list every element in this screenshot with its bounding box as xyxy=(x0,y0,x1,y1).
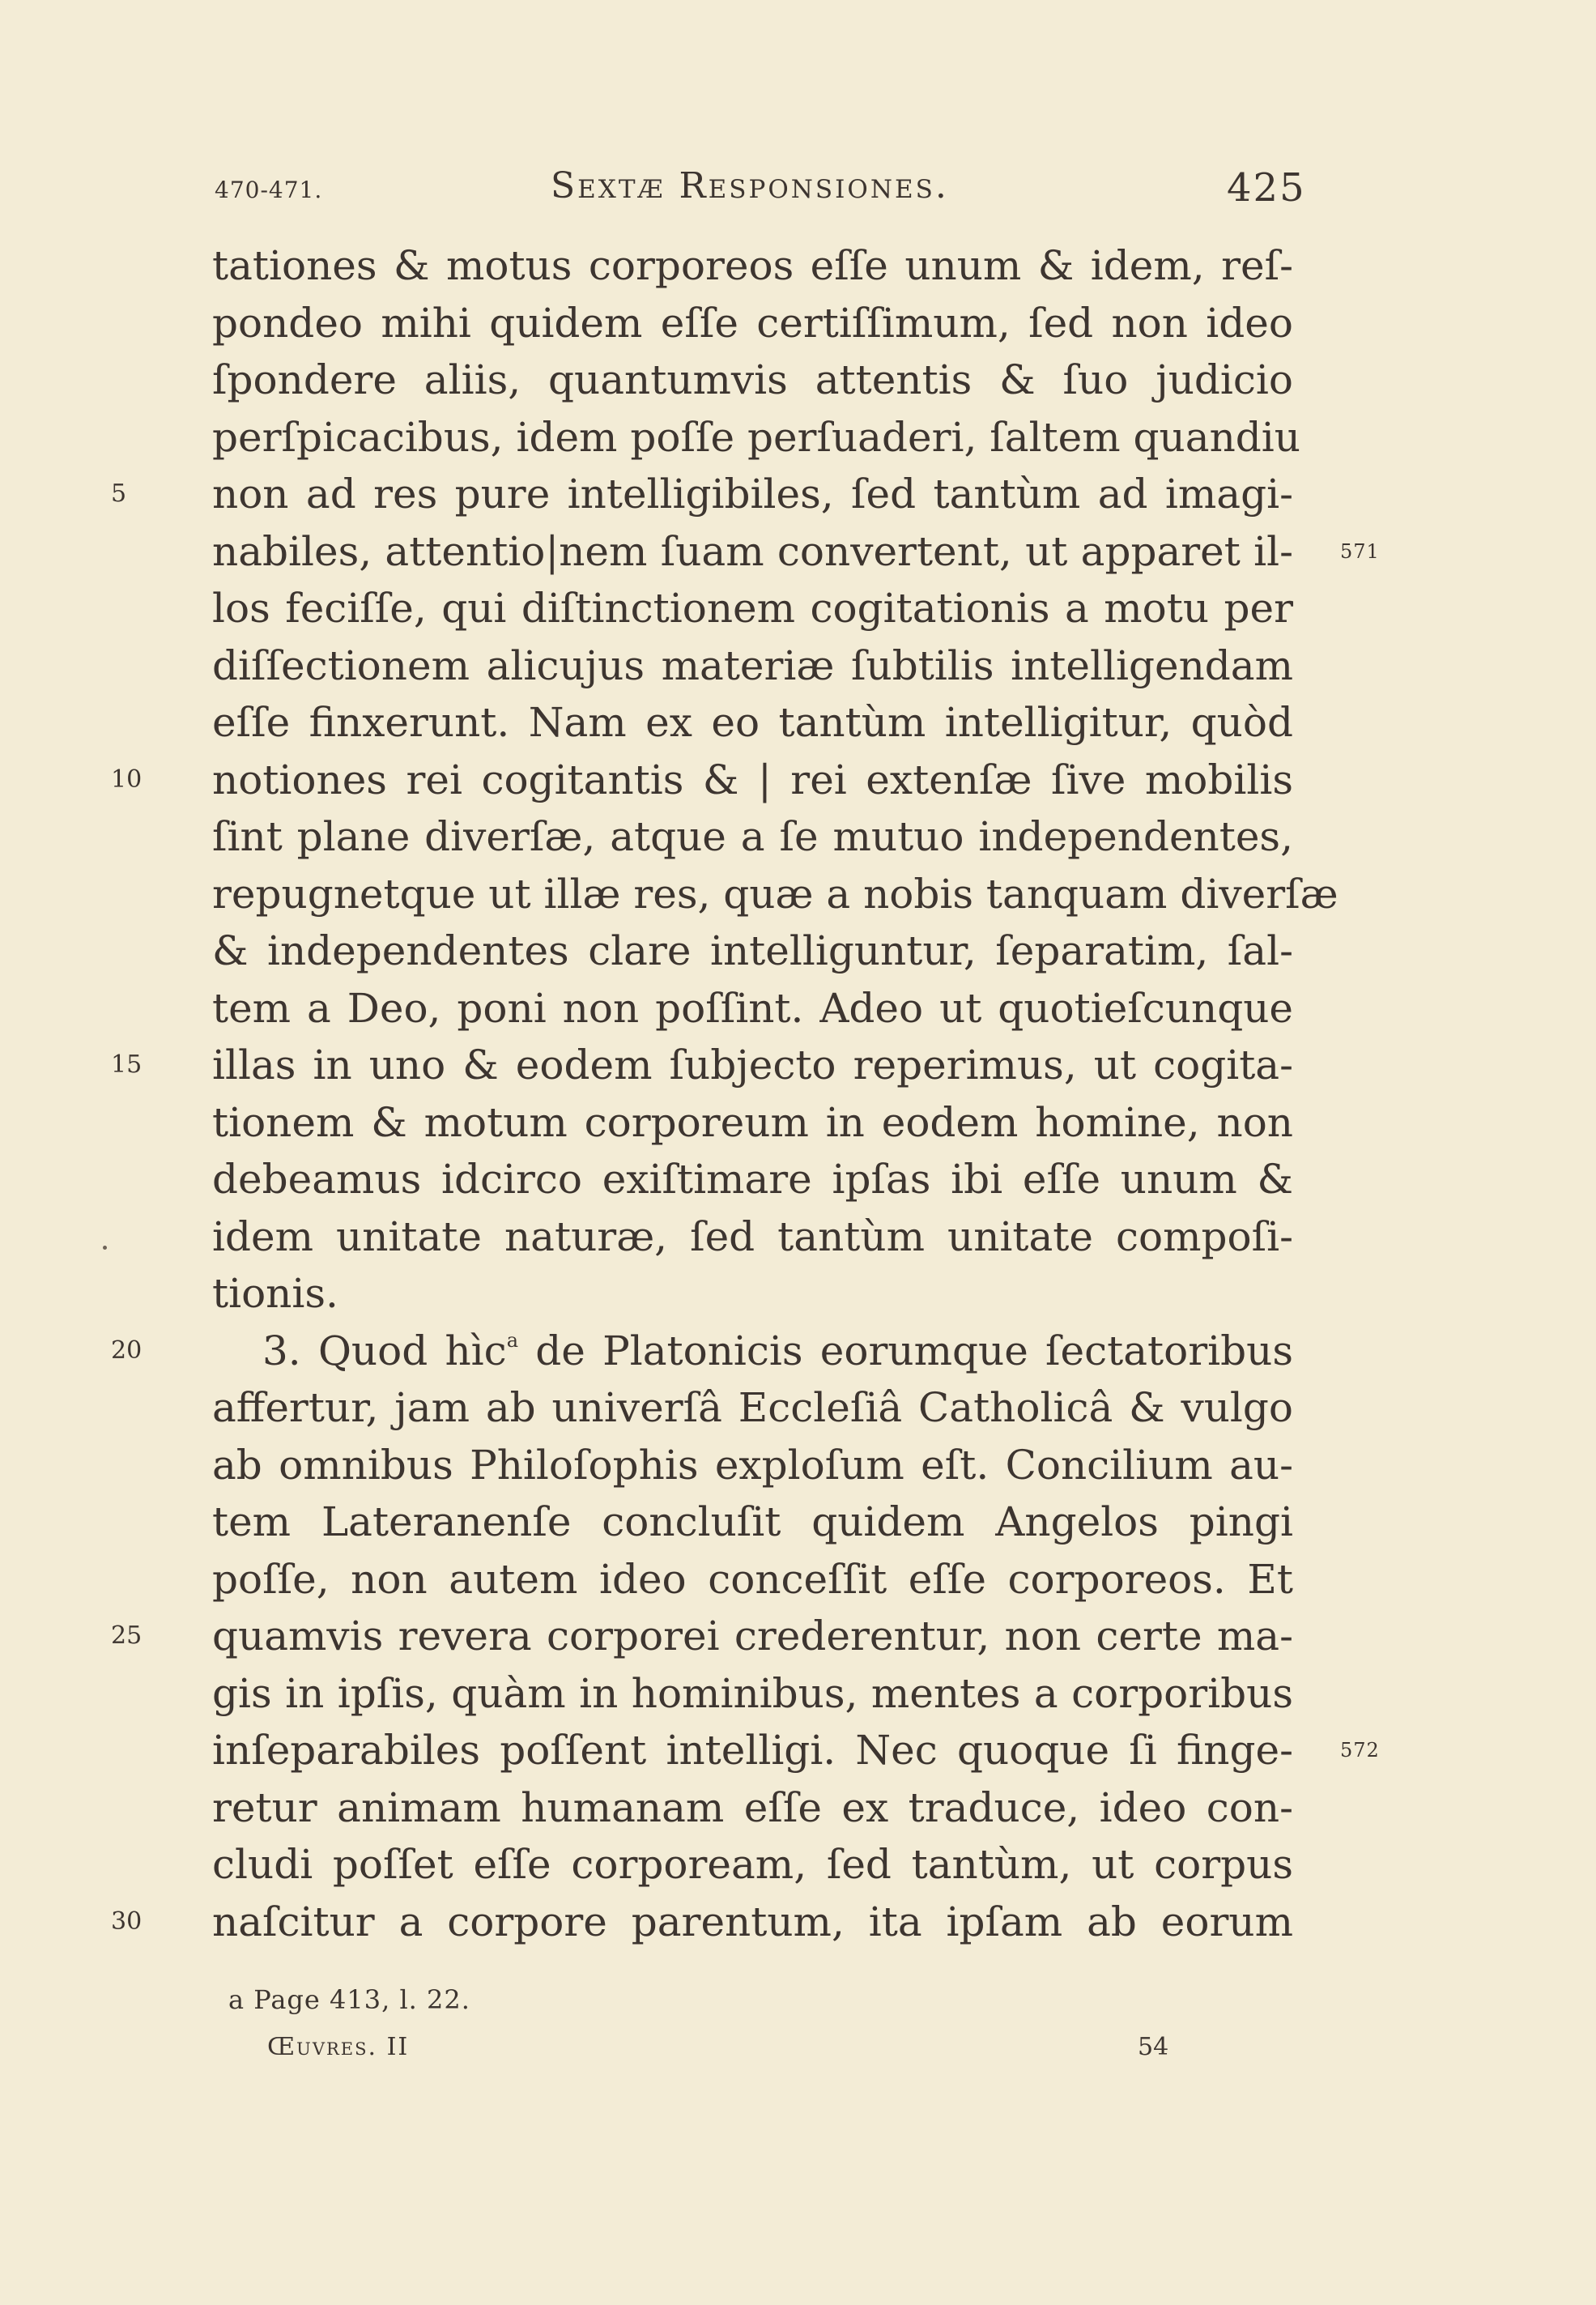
margin-dot xyxy=(103,1246,107,1250)
line-text: 3. Quod hìc xyxy=(262,1327,507,1374)
body-text xyxy=(111,237,1380,1950)
line-text: & independentes clare intelliguntur, ſeparatim, ſal- xyxy=(212,927,1293,974)
line-text: notiones rei cogitantis & | rei extenſæ ſive mobilis xyxy=(212,756,1293,803)
line-number: 10 xyxy=(111,765,143,794)
line-text: quamvis revera corporei crederentur, non certe ma- xyxy=(212,1613,1293,1660)
line-text: tationes & motus corporeos eſſe unum & idem, reſ- xyxy=(212,242,1293,289)
line-number: 25 xyxy=(111,1621,143,1650)
line-text: repugnetque ut illæ res, quæ a nobis tanquam diverſæ xyxy=(212,870,1339,918)
line-text: affertur, jam ab univerſâ Eccleſiâ Catholicâ & vulgo xyxy=(212,1384,1293,1431)
text-line xyxy=(111,1894,1293,1951)
line-text: cludi poſſet eſſe corpoream, ſed tantùm, ut corpus xyxy=(212,1841,1293,1888)
line-text: los feciſſe, qui diſtinctionem cogitationis a motu per xyxy=(212,585,1293,632)
line-text: nabiles, attentio|nem ſuam convertent, ut apparet il- xyxy=(212,527,1293,575)
line-text: ſpondere aliis, quantumvis attentis & ſuo judicio xyxy=(212,356,1293,403)
running-head xyxy=(0,162,1596,219)
text-line xyxy=(212,1437,1293,1494)
line-text: ſint plane diverſæ, atque a ſe mutuo independentes, xyxy=(212,813,1293,860)
line-text: ab omnibus Philoſophis exploſum eſt. Concilium au- xyxy=(212,1441,1293,1489)
line-text: tionem & motum corporeum in eodem homine, non xyxy=(212,1098,1293,1146)
text-line xyxy=(212,1836,1293,1894)
text-line xyxy=(212,1208,1293,1266)
line-text: eſſe finxerunt. Nam ex eo tantùm intelligitur, quòd xyxy=(212,699,1293,746)
line-text: retur animam humanam eſſe ex traduce, ideo con- xyxy=(212,1783,1293,1831)
text-line xyxy=(212,1493,1293,1551)
line-text: naſcitur a corpore parentum, ita ipſam ab eorum xyxy=(212,1898,1293,1945)
text-line xyxy=(212,980,1293,1037)
line-text: debeamus idcirco exiſtimare ipſas ibi eſſe unum & xyxy=(212,1156,1293,1203)
line-number: 5 xyxy=(111,479,127,508)
line-text: tem a Deo, poni non poſſint. Adeo ut quotieſcunque xyxy=(212,984,1293,1032)
text-line xyxy=(111,466,1293,523)
line-text: diſſectionem alicujus materiæ ſubtilis intelligendam xyxy=(212,641,1293,689)
signature-number: 54 xyxy=(1138,2033,1169,2061)
margin-reference: 572 xyxy=(1340,1739,1380,1762)
line-text: pondeo mihi quidem eſſe certiſſimum, ſed non ideo xyxy=(212,299,1293,347)
footnote-marker: a xyxy=(506,1328,518,1352)
line-text: perſpicacibus, idem poſſe perſuaderi, ſaltem quandiu xyxy=(212,413,1300,461)
text-line xyxy=(212,1551,1293,1608)
line-number: 20 xyxy=(111,1336,143,1365)
margin-reference: 571 xyxy=(1340,539,1380,563)
text-line xyxy=(212,1665,1293,1723)
text-line xyxy=(212,637,1293,695)
line-number: 15 xyxy=(111,1050,143,1079)
line-text: inſeparabiles poſſent intelligi. Nec quoque ſi finge- xyxy=(212,1727,1293,1774)
text-line xyxy=(212,580,1293,637)
text-line xyxy=(212,352,1293,409)
text-line xyxy=(111,1323,1293,1380)
text-line xyxy=(212,1379,1293,1437)
text-line xyxy=(212,237,1293,295)
line-number: 30 xyxy=(111,1907,143,1936)
line-text: gis in ipſis, quàm in hominibus, mentes a corporibus xyxy=(212,1669,1293,1717)
text-line xyxy=(212,694,1293,752)
folio-range: 470-471. xyxy=(215,177,323,203)
text-line xyxy=(111,1037,1293,1094)
line-text-continued: de Platonicis eorumque ſectatoribus xyxy=(518,1327,1293,1374)
text-line xyxy=(212,523,1380,581)
line-text: poſſe, non autem ideo conceſſit eſſe corporeos. Et xyxy=(212,1555,1293,1603)
text-line xyxy=(212,1094,1293,1152)
text-line xyxy=(212,866,1339,923)
line-text: idem unitate naturæ, ſed tantùm unitate compoſi- xyxy=(212,1212,1293,1260)
text-line xyxy=(212,1151,1293,1208)
text-line xyxy=(212,295,1293,352)
page-number: 425 xyxy=(1227,165,1306,211)
line-text: non ad res pure intelligibiles, ſed tantùm ad imagi- xyxy=(212,471,1293,518)
signature-mark: Œuvres. II xyxy=(267,2033,410,2061)
line-text: tionis. xyxy=(212,1270,338,1317)
text-line xyxy=(212,409,1300,467)
line-text: tem Lateranenſe concluſit quidem Angelos pingi xyxy=(212,1498,1293,1545)
text-line xyxy=(212,1722,1380,1779)
footnote: a Page 413, l. 22. xyxy=(228,1984,470,2015)
text-line xyxy=(111,752,1293,809)
text-line xyxy=(212,1779,1293,1837)
text-line xyxy=(212,922,1293,980)
running-title: Sextæ Responsiones. xyxy=(551,165,949,207)
text-line xyxy=(111,1608,1293,1665)
line-text: illas in uno & eodem ſubjecto reperimus, ut cogita- xyxy=(212,1042,1293,1089)
text-line xyxy=(212,808,1293,866)
text-line xyxy=(212,1265,1293,1323)
